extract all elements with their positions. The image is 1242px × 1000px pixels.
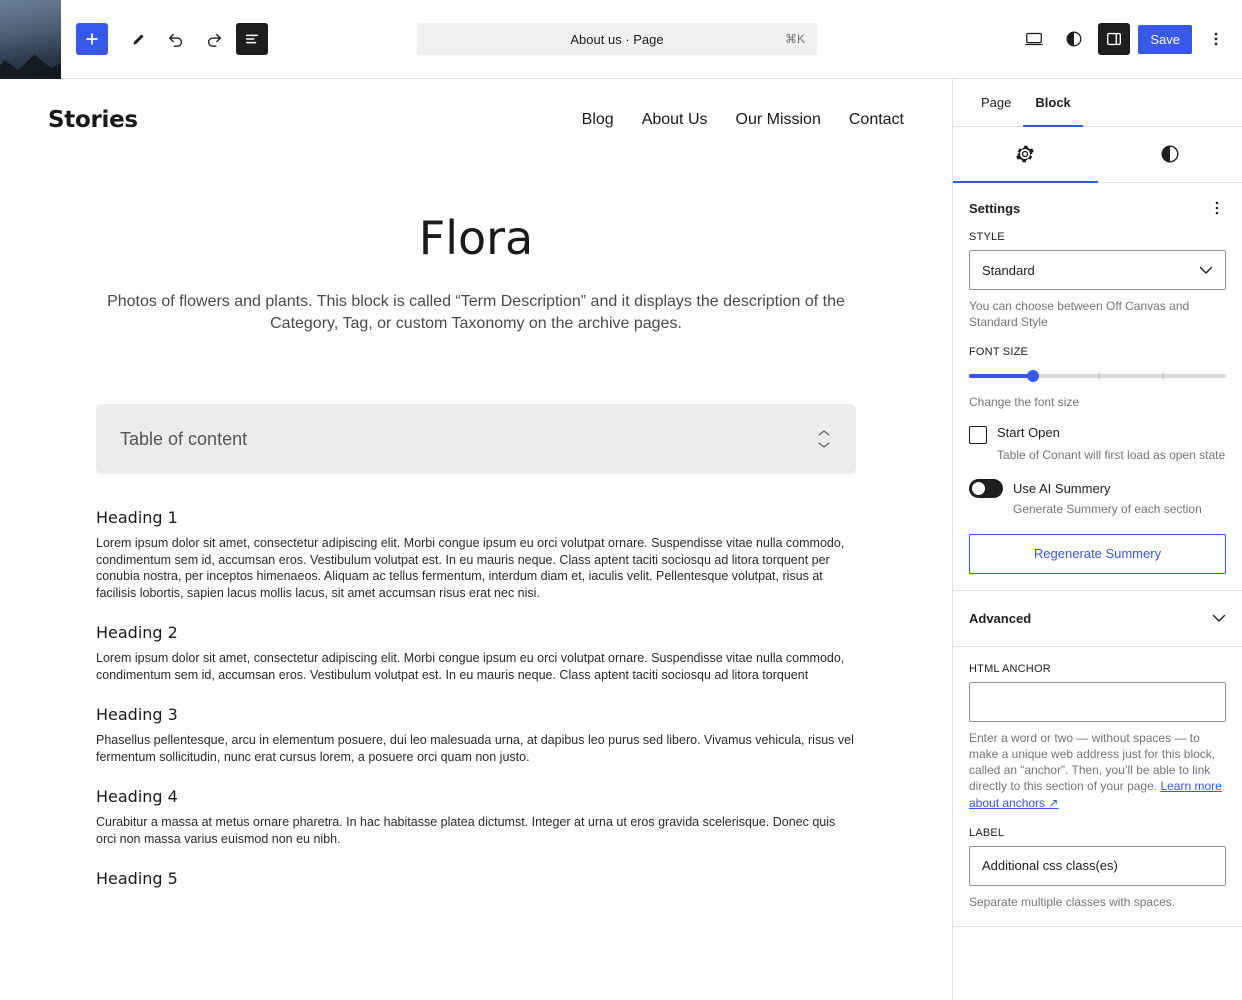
- toolbar-left-group: [61, 23, 268, 55]
- desktop-preview-icon[interactable]: [1018, 23, 1050, 55]
- editor-canvas[interactable]: [0, 79, 953, 1000]
- regenerate-summary-button[interactable]: Regenerate Summery: [969, 534, 1226, 574]
- style-select[interactable]: [969, 250, 1226, 290]
- html-anchor-help-text: [969, 730, 1226, 811]
- sidebar-icon-tabs: [953, 127, 1242, 183]
- site-header: [0, 79, 952, 155]
- settings-sidebar: [953, 79, 1242, 1000]
- slider-fill: [969, 374, 1033, 378]
- chevron-down-icon: [1212, 614, 1226, 623]
- ai-summary-help-text: Generate Summery of each section: [1013, 502, 1202, 517]
- slider-tick-mid: [1098, 373, 1100, 379]
- styles-contrast-icon[interactable]: [1098, 127, 1242, 183]
- start-open-help-text: Table of Conant will first load as open state: [997, 447, 1226, 462]
- editor-toolbar: [0, 0, 1242, 79]
- site-navigation: [582, 111, 904, 129]
- label-help-text: Separate multiple classes with spaces.: [969, 894, 1176, 909]
- advanced-title: Advanced: [969, 610, 1032, 626]
- paragraph-3[interactable]: Phasellus pellentesque, arcu in elementum posuere, dui leo malesuada urna, at dapibus leo purus sed libero. Vivamus vehicula, risus vel fermentum sollicitudin, nunc erat cursus lorem, a posuere orci quam non justo.: [96, 733, 854, 764]
- paragraph-1[interactable]: Lorem ipsum dolor sit amet, consectetur adipiscing elit. Morbi congue ipsum eu orci volutpat ornare. Suspendisse vitae nulla commodo, condimentum sem id, accumsan eros. Vestibulum volutpat est. In eu mauris neque. Class aptent taciti sociosqu ad litora torquent per conubia nostra, per inceptos himenaeos. Aliquam ac tellus fermentum, interdum diam et, iaculis velit. Pellentesque volutpat, risus at facilisis lobortis, sapien lacus mollis lacus, sit amet accumsan risus erat nec nisi.: [96, 536, 845, 600]
- additional-css-class-input[interactable]: [969, 846, 1226, 886]
- more-options-icon[interactable]: [1200, 23, 1232, 55]
- ai-summary-row: [969, 479, 1226, 498]
- font-size-label: FONT SIZE: [969, 346, 1029, 359]
- html-anchor-input[interactable]: [969, 682, 1226, 722]
- settings-more-options-icon[interactable]: [1208, 199, 1226, 217]
- advanced-section: [953, 647, 1242, 926]
- style-select-value: Standard: [982, 262, 1035, 278]
- settings-panel-toggle[interactable]: [1098, 23, 1130, 55]
- nav-item-contact[interactable]: Contact: [848, 111, 904, 128]
- chevron-updown-icon[interactable]: [816, 429, 832, 449]
- slider-tick-three-quarter: [1162, 373, 1164, 379]
- html-anchor-label: HTML ANCHOR: [969, 662, 1051, 675]
- heading-4[interactable]: Heading 4: [96, 787, 178, 807]
- list-view-button[interactable]: [236, 23, 268, 55]
- style-label: STYLE: [969, 231, 1005, 243]
- slider-thumb[interactable]: [1027, 370, 1039, 382]
- html-anchor-help-sentence: Enter a word or two — without spaces — to make a unique web address just for this block, called an “anchor”. Then, you’ll be able to link directly to this section of your page.: [969, 730, 1216, 794]
- sidebar-bottom-divider: [953, 926, 1242, 966]
- settings-title: Settings: [969, 200, 1021, 216]
- chevron-down-icon: [1199, 266, 1213, 275]
- font-size-slider[interactable]: [969, 366, 1226, 386]
- paragraph-4[interactable]: Curabitur a massa at metus ornare pharetra. In hac habitasse platea dictumst. Integer at urna ut eros gravida scelerisque. Donec quis orci non massa varius euismod non eu nibh.: [96, 815, 836, 846]
- ai-summary-toggle[interactable]: [969, 479, 1003, 498]
- label-field-label: LABEL: [969, 826, 1005, 839]
- learn-more-anchors-link[interactable]: Learn more about anchors ↗: [969, 779, 1222, 810]
- settings-section: [953, 183, 1242, 591]
- toggle-knob: [972, 482, 985, 495]
- advanced-accordion[interactable]: [953, 591, 1242, 647]
- toolbar-right-group: [1018, 23, 1232, 55]
- redo-button[interactable]: [198, 23, 230, 55]
- command-shortcut-hint: ⌘K: [784, 32, 805, 46]
- page-title[interactable]: Flora: [418, 211, 534, 265]
- tab-page[interactable]: Page: [981, 94, 1012, 110]
- document-title-button[interactable]: [417, 23, 817, 55]
- page-content: [96, 508, 856, 888]
- save-button[interactable]: Save: [1138, 25, 1192, 54]
- heading-5[interactable]: Heading 5: [96, 869, 178, 889]
- undo-button[interactable]: [160, 23, 192, 55]
- ai-summary-label: Use AI Summery: [1013, 481, 1111, 497]
- table-of-content-label: Table of content: [120, 428, 248, 449]
- style-help-text: You can choose between Off Canvas and Standard Style: [969, 299, 1190, 330]
- heading-3[interactable]: Heading 3: [96, 705, 178, 725]
- settings-section-header: [969, 199, 1226, 217]
- edit-pencil-button[interactable]: [122, 23, 154, 55]
- nav-item-about-us[interactable]: About Us: [641, 111, 708, 128]
- site-icon-button[interactable]: [0, 0, 61, 79]
- start-open-row: [969, 425, 1226, 444]
- sidebar-tabs: [953, 79, 1242, 127]
- font-size-help-text: Change the font size: [969, 395, 1080, 410]
- add-block-button[interactable]: [76, 23, 108, 55]
- paragraph-2[interactable]: Lorem ipsum dolor sit amet, consectetur adipiscing elit. Morbi congue ipsum eu orci volutpat ornare. Suspendisse vitae nulla commodo, condimentum sem id, accumsan eros. Vestibulum volutpat est. In eu mauris neque. Class aptent taciti sociosqu ad litora torquent: [96, 651, 845, 682]
- start-open-label: Start Open: [997, 424, 1060, 440]
- start-open-checkbox[interactable]: [969, 426, 987, 444]
- site-logo[interactable]: Stories: [48, 107, 138, 133]
- heading-1[interactable]: Heading 1: [96, 508, 178, 528]
- nav-item-blog[interactable]: Blog: [581, 111, 614, 128]
- tab-block[interactable]: Block: [1023, 79, 1082, 127]
- editor-body: [0, 79, 1242, 1000]
- style-contrast-icon[interactable]: [1058, 23, 1090, 55]
- toolbar-tools-group: [122, 23, 268, 55]
- nav-item-our-mission[interactable]: Our Mission: [735, 111, 821, 128]
- heading-2[interactable]: Heading 2: [96, 623, 178, 643]
- table-of-content-block[interactable]: [96, 404, 856, 474]
- term-description[interactable]: Photos of flowers and plants. This block is called “Term Description” and it displays the description of the Category, Tag, or custom Taxonomy on the archive pages.: [107, 293, 845, 332]
- settings-gear-icon[interactable]: [953, 127, 1098, 183]
- document-title-text: About us · Page: [570, 31, 664, 47]
